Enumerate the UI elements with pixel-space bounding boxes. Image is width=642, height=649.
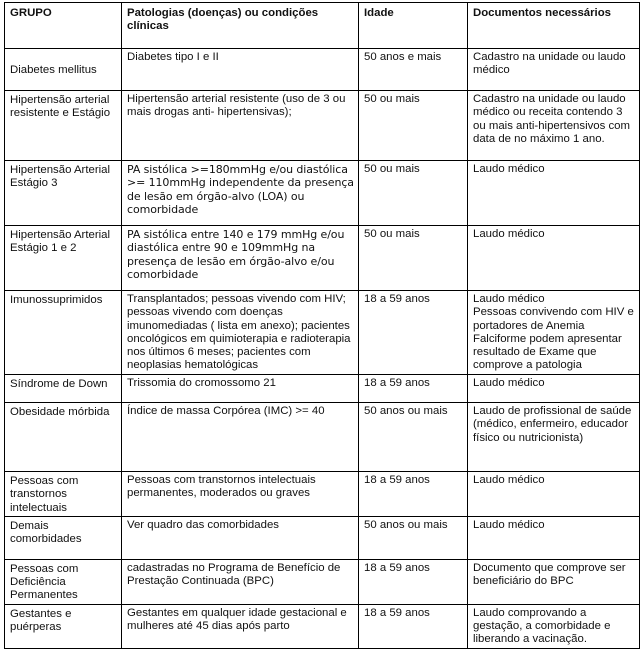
cell-idade: 50 anos ou mais bbox=[359, 403, 468, 472]
table-row bbox=[5, 516, 640, 559]
cell-idade: 50 ou mais bbox=[359, 161, 468, 226]
cell-grupo: Hipertensão Arterial Estágio 3 bbox=[5, 161, 122, 226]
cell-documentos: Laudo comprovando a gestação, a comorbidade e liberando a vacinação. bbox=[468, 604, 640, 648]
cell-idade: 18 a 59 anos bbox=[359, 559, 468, 604]
vaccination-groups-table bbox=[4, 2, 640, 649]
cell-idade: 50 anos ou mais bbox=[359, 516, 468, 559]
table-row bbox=[5, 49, 640, 91]
cell-patologia: Índice de massa Corpórea (IMC) >= 40 bbox=[122, 403, 359, 472]
cell-patologia: Trissomia do cromossomo 21 bbox=[122, 375, 359, 403]
cell-grupo: Diabetes mellitus bbox=[5, 49, 122, 91]
table-row bbox=[5, 559, 640, 604]
table-row bbox=[5, 291, 640, 375]
cell-patologia: cadastradas no Programa de Benefício de Prestação Continuada (BPC) bbox=[122, 559, 359, 604]
cell-idade: 50 ou mais bbox=[359, 91, 468, 161]
cell-idade: 50 ou mais bbox=[359, 226, 468, 291]
cell-grupo: Pessoas com transtornos intelectuais bbox=[5, 472, 122, 517]
cell-idade: 18 a 59 anos bbox=[359, 375, 468, 403]
cell-grupo: Hipertensão arterial resistente e Estágio bbox=[5, 91, 122, 161]
cell-documentos: Documento que comprove ser beneficiário do BPC bbox=[468, 559, 640, 604]
header-idade: Idade bbox=[359, 3, 468, 49]
cell-patologia: Ver quadro das comorbidades bbox=[122, 516, 359, 559]
table-row bbox=[5, 403, 640, 472]
cell-idade: 18 a 59 anos bbox=[359, 604, 468, 648]
cell-grupo: Hipertensão Arterial Estágio 1 e 2 bbox=[5, 226, 122, 291]
table-row bbox=[5, 91, 640, 161]
cell-grupo: Síndrome de Down bbox=[5, 375, 122, 403]
cell-patologia: Gestantes em qualquer idade gestacional e mulheres até 45 dias após parto bbox=[122, 604, 359, 648]
cell-patologia: Hipertensão arterial resistente (uso de 3 ou mais drogas anti- hipertensivas); bbox=[122, 91, 359, 161]
cell-documentos: Laudo médico bbox=[468, 516, 640, 559]
cell-patologia: PA sistólica entre 140 e 179 mmHg e/ou diastólica entre 90 e 109mmHg na presença de lesão em órgão-alvo e/ou comorbidade bbox=[122, 226, 359, 291]
cell-documentos: Laudo de profissional de saúde (médico, enfermeiro, educador físico ou nutricionista) bbox=[468, 403, 640, 472]
table-row bbox=[5, 604, 640, 648]
cell-documentos: Laudo médico bbox=[468, 472, 640, 517]
table-row bbox=[5, 226, 640, 291]
cell-patologia: Transplantados; pessoas vivendo com HIV; pessoas vivendo com doenças imunomediadas ( lista em anexo); pacientes oncológicos em quimioterapia e radioterapia nos últimos 6 meses; pacientes com neoplasias hematológicas bbox=[122, 291, 359, 375]
header-grupo: GRUPO bbox=[5, 3, 122, 49]
cell-patologia: Pessoas com transtornos intelectuais permanentes, moderados ou graves bbox=[122, 472, 359, 517]
cell-documentos: Laudo médico bbox=[468, 226, 640, 291]
cell-grupo: Obesidade mórbida bbox=[5, 403, 122, 472]
cell-patologia: PA sistólica >=180mmHg e/ou diastólica >= 110mmHg independente da presença de lesão em órgão-alvo (LOA) ou comorbidade bbox=[122, 161, 359, 226]
table-row bbox=[5, 161, 640, 226]
cell-grupo: Pessoas com Deficiência Permanentes bbox=[5, 559, 122, 604]
cell-documentos: Laudo médico bbox=[468, 375, 640, 403]
cell-documentos: Cadastro na unidade ou laudo médico bbox=[468, 49, 640, 91]
cell-grupo: Gestantes e puérperas bbox=[5, 604, 122, 648]
cell-grupo: Imunossuprimidos bbox=[5, 291, 122, 375]
header-documentos: Documentos necessários bbox=[468, 3, 640, 49]
cell-documentos: Laudo médico Pessoas convivendo com HIV e portadores de Anemia Falciforme podem apresentar resultado de Exame que comprove a patologia bbox=[468, 291, 640, 375]
table-row bbox=[5, 375, 640, 403]
table-row bbox=[5, 472, 640, 517]
cell-patologia: Diabetes tipo I e II bbox=[122, 49, 359, 91]
header-patologias: Patologias (doenças) ou condições clínicas bbox=[122, 3, 359, 49]
table-header-row bbox=[5, 3, 640, 49]
cell-idade: 18 a 59 anos bbox=[359, 291, 468, 375]
cell-documentos: Cadastro na unidade ou laudo médico ou receita contendo 3 ou mais anti-hipertensivos com data de no máximo 1 ano. bbox=[468, 91, 640, 161]
cell-idade: 18 a 59 anos bbox=[359, 472, 468, 517]
cell-documentos: Laudo médico bbox=[468, 161, 640, 226]
cell-idade: 50 anos e mais bbox=[359, 49, 468, 91]
cell-grupo: Demais comorbidades bbox=[5, 516, 122, 559]
